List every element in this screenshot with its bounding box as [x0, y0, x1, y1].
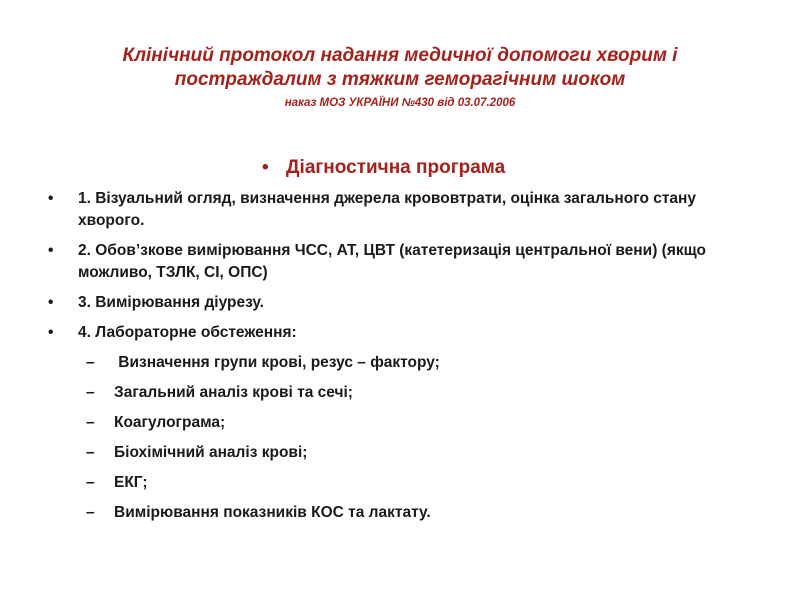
slide-title: [60, 44, 740, 112]
dash-icon: –: [86, 414, 95, 431]
title-line-2: постраждалим з тяжким геморагічним шоком: [174, 69, 626, 90]
list-item-text: 4. Лабораторне обстеження:: [78, 324, 297, 341]
sub-list-item: [48, 472, 738, 494]
order-subtitle: наказ МОЗ УКРАЇНИ №430 від 03.07.2006: [284, 97, 516, 109]
bullet-icon: •: [262, 157, 269, 178]
sub-list-item-text: Вимірювання показників КОС та лактату.: [114, 504, 431, 521]
list-item: [48, 322, 738, 344]
sub-list-item: [48, 412, 738, 434]
sub-list-item: [48, 502, 738, 524]
list-item-text: 3. Вимірювання діурезу.: [78, 294, 264, 311]
sub-list-item: [48, 352, 738, 374]
section-heading: [262, 157, 505, 179]
diagnostic-list: [48, 188, 738, 532]
list-item: [48, 292, 738, 314]
title-line-1: Клінічний протокол надання медичної допомоги хворим і: [122, 45, 678, 66]
bullet-icon: •: [48, 324, 54, 341]
list-item: [48, 240, 738, 284]
bullet-icon: •: [48, 294, 54, 311]
dash-icon: –: [86, 384, 95, 401]
list-item: [48, 188, 738, 232]
sub-list-item: [48, 442, 738, 464]
dash-icon: –: [86, 504, 95, 521]
sub-list-item-text: Визначення групи крові, резус – фактору;: [114, 354, 440, 371]
list-item-text: 1. Візуальний огляд, визначення джерела крововтрати, оцінка загального стану хворого.: [78, 190, 697, 229]
dash-icon: –: [86, 354, 95, 371]
sub-list-item: [48, 382, 738, 404]
sub-list-item-text: Біохімічний аналіз крові;: [114, 444, 308, 461]
sub-list-item-text: Загальний аналіз крові та сечі;: [114, 384, 353, 401]
dash-icon: –: [86, 444, 95, 461]
list-item-text: 2. Обов’зкове вимірювання ЧСС, АТ, ЦВТ (катетеризація центральної вени) (якщо можливо, ТЗЛК, СІ, ОПС): [78, 242, 706, 281]
bullet-icon: •: [48, 190, 54, 207]
section-heading-text: Діагностична програма: [286, 157, 506, 178]
sub-list-item-text: ЕКГ;: [114, 474, 148, 491]
sub-list-item-text: Коагулограма;: [114, 414, 226, 431]
dash-icon: –: [86, 474, 95, 491]
bullet-icon: •: [48, 242, 54, 259]
